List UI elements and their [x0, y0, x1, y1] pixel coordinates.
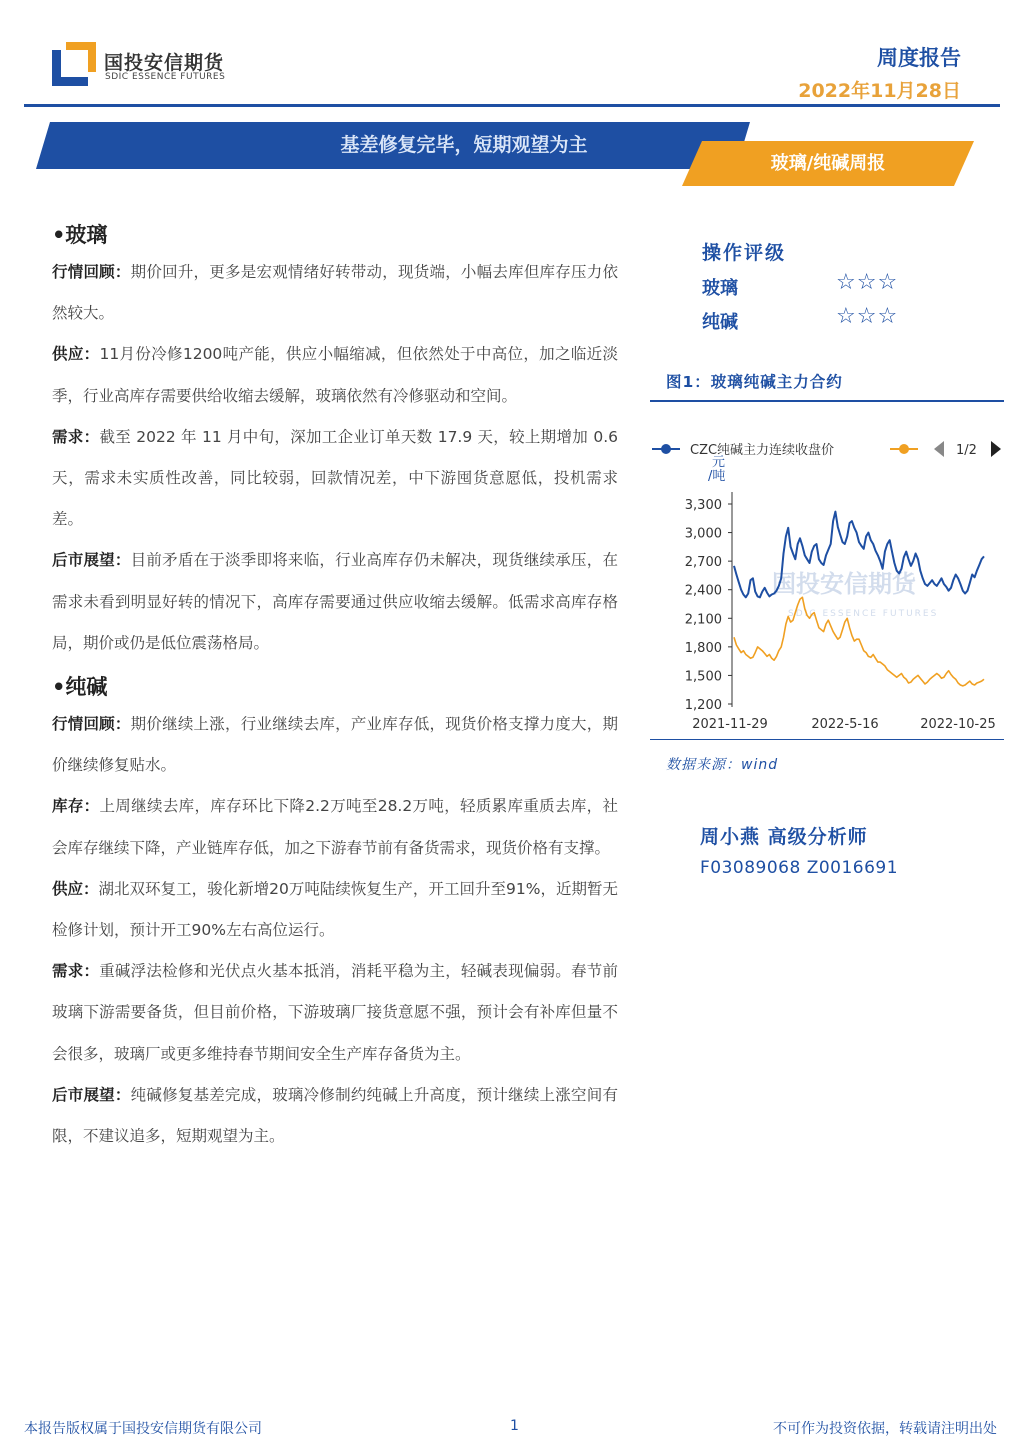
y-tick-label: 1,500	[684, 669, 722, 685]
report-date: 2022年11月28日	[798, 80, 961, 102]
paragraph-label: 后市展望：	[52, 1085, 131, 1104]
paragraph-label: 供应：	[52, 345, 100, 364]
y-tick-label: 1,800	[684, 640, 722, 656]
legend-label-soda: CZC纯碱主力连续收盘价	[690, 443, 835, 458]
x-tick-label: 2022-5-16	[811, 717, 879, 732]
company-logo	[52, 40, 232, 88]
legend-pager: 1/2	[956, 443, 977, 458]
legend-marker-soda	[661, 444, 671, 454]
paragraph-text: 湖北双环复工，骏化新增20万吨陆续恢复生产，开工回升至91%，近期暂无检修计划，预计开工90%左右高位运行。	[52, 879, 618, 940]
figure-top-rule	[650, 400, 1004, 402]
y-tick-label: 1,200	[684, 698, 722, 713]
y-axis-unit: /吨	[708, 469, 726, 484]
price-chart	[650, 430, 1004, 735]
paragraph	[52, 951, 618, 1075]
section-heading-soda: •纯碱	[52, 675, 108, 700]
paragraph-text: 截至 2022 年 11 月中旬，深加工企业订单天数 17.9 天，较上期增加 0.6天，需求未实质性改善，同比较弱，回款情况差，中下游囤货意愿低，投机需求差。	[52, 427, 618, 529]
paragraph-text: 期价回升，更多是宏观情绪好转带动，现货端，小幅去库但库存压力依然较大。	[52, 263, 618, 323]
paragraph-text: 目前矛盾在于淡季即将来临，行业高库存仍未解决，现货继续承压，在需求未看到明显好转的情况下，高库存需要通过供应收缩去缓解。低需求高库存格局，期价或仍是低位震荡格局。	[52, 551, 618, 652]
figure-bottom-rule	[650, 739, 1004, 740]
paragraph-text: 上周继续去库，库存环比下降2.2万吨至28.2万吨，轻质累库重质去库，社会库存继续下降，产业链库存低，加之下游春节前有备货需求，现货价格有支撑。	[52, 797, 618, 857]
paragraph-label: 库存：	[52, 797, 100, 816]
y-tick-label: 2,100	[684, 612, 722, 628]
rating-title: 操作评级	[702, 242, 787, 264]
x-axis	[692, 717, 996, 732]
y-tick-label: 2,700	[684, 555, 722, 571]
report-subtitle: 玻璃/纯碱周报	[770, 153, 886, 174]
paragraph	[52, 417, 618, 541]
figure-title: 图1：玻璃纯碱主力合约	[666, 373, 843, 391]
y-axis-unit: 元	[712, 455, 726, 470]
paragraph-label: 需求：	[52, 427, 100, 446]
paragraph	[52, 540, 618, 664]
paragraph-label: 行情回顾：	[52, 715, 131, 734]
main-content	[52, 218, 618, 1157]
section-heading-glass: •玻璃	[52, 223, 108, 247]
watermark-text-cn: 国投安信期货	[772, 570, 916, 598]
paragraph	[52, 252, 618, 334]
footer-copyright: 本报告版权属于国投安信期货有限公司	[24, 1421, 262, 1437]
paragraph-label: 需求：	[52, 962, 100, 981]
paragraph	[52, 869, 618, 951]
paragraph-text: 期价继续上涨，行业继续去库，产业库存低，现货价格支撑力度大，期价继续修复贴水。	[52, 715, 618, 775]
y-axis	[685, 498, 732, 713]
header-divider	[24, 104, 1000, 107]
paragraph-text: 11月份冷修1200吨产能，供应小幅缩减，但依然处于中高位，加之临近淡季，行业高库存需要供给收缩去缓解，玻璃依然有冷修驱动和空间。	[52, 345, 618, 405]
paragraph-label: 行情回顾：	[52, 263, 131, 281]
paragraph-text: 重碱浮法检修和光伏点火基本抵消，消耗平稳为主，轻碱表现偏弱。春节前玻璃下游需要备货，但目前价格，下游玻璃厂接货意愿不强，预计会有补库但量不会很多，玻璃厂或更多维持春节期间安全生产库存备货为主。	[52, 962, 618, 1063]
x-tick-label: 2022-10-25	[920, 717, 996, 732]
logo-text-cn: 国投安信期货	[104, 52, 225, 74]
y-tick-label: 3,300	[684, 498, 722, 513]
paragraph-label: 后市展望：	[52, 551, 131, 570]
pager-prev-icon[interactable]	[934, 441, 944, 457]
report-type: 周度报告	[877, 46, 961, 70]
rating-stars-soda: ☆☆☆	[836, 304, 899, 329]
rating-stars-glass: ☆☆☆	[836, 270, 899, 295]
chart-legend	[652, 441, 1001, 458]
watermark-text-en: SDIC ESSENCE FUTURES	[788, 609, 939, 619]
y-tick-label: 3,000	[684, 526, 722, 542]
legend-marker-glass	[899, 444, 909, 454]
logo-mark-icon	[52, 42, 96, 86]
chart-watermark	[772, 570, 938, 619]
analyst-license-ids: F03089068 Z0016691	[700, 858, 899, 878]
paragraph	[52, 1075, 618, 1157]
paragraph-text: 纯碱修复基差完成，玻璃冷修制约纯碱上升高度，预计继续上涨空间有限，不建议追多，短期观望为主。	[52, 1085, 618, 1146]
paragraph	[52, 334, 618, 416]
paragraph-label: 供应：	[52, 879, 99, 898]
paragraph	[52, 704, 618, 786]
x-tick-label: 2021-11-29	[692, 717, 768, 732]
paragraph	[52, 786, 618, 868]
pager-next-icon[interactable]	[991, 441, 1001, 457]
footer-disclaimer: 不可作为投资依据，转载请注明出处	[773, 1421, 997, 1437]
figure-source: 数据来源：wind	[666, 757, 779, 773]
page-number: 1	[510, 1418, 519, 1434]
rating-label-glass: 玻璃	[702, 278, 738, 299]
analyst-name: 周小燕 高级分析师	[700, 826, 868, 848]
rating-label-soda: 纯碱	[702, 312, 738, 333]
logo-text-en: SDIC ESSENCE FUTURES	[105, 72, 226, 82]
report-title: 基差修复完毕，短期观望为主	[340, 134, 588, 156]
chart-series	[734, 512, 984, 686]
y-tick-label: 2,400	[684, 583, 722, 599]
